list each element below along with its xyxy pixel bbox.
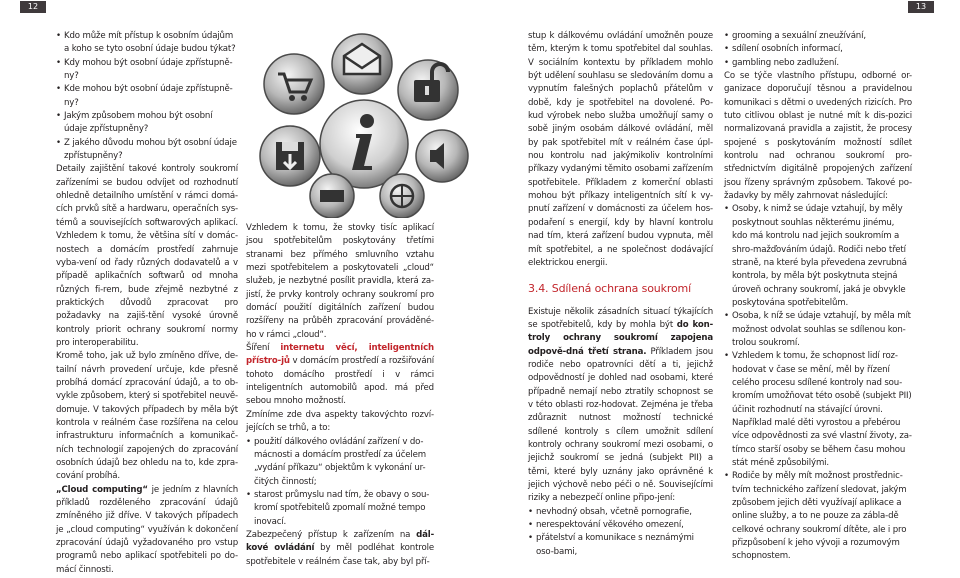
column-1 [56,30,238,577]
list-item: • přátelství a komunikace s neznámými oso-bami, [528,532,713,559]
shopping-cart-icon [264,54,324,114]
bold-term: „Cloud computing“ [56,484,148,495]
list-item: • Kdo může mít přístup k osobním údajům a koho se tyto osobní údaje budou týkat? [56,30,238,57]
page-number-left: 12 [20,1,46,13]
requirements-list [724,203,912,563]
paragraph-text: Příkladem jsou rodiče nebo opatrovníci dětí a ti, jejichž odpovědností je dohled nad osobami, které případně nemají nebo ztratily schopnost se v této oblasti roz-hodovat. Zejména je třeba zdůraznit nutnost možností technické sdílené kontroly s cílem umožnit sdílení kontroly ochrany soukromí mezi osobami, o jejichž soukromí se jedná (subjekt PII) a těmi, které byly uznány jako oprávněné k jejich výchově nebo péči o ně. Souvisejícími riziky a nebezpečí online připo-jení: [528,346,713,504]
paragraph: Detaily zajištění takové kontroly soukromí zařízeními se budou odvíjet od rozhodnutí ohledně detailního umístění v rámci domá-cích prvků sítě a hardwaru, operačních sys-témů a souvisejících softwarových aplikací. Vzhledem k tomu, že většina sítí v domác-nostech a domácím prostředí zahrnuje vyba-vení od řady různých dodavatelů a v případě aplikačních softwarů od mnoha různých fi-rem, bude zřejmě nezbytné z praktických důvodů zpracovat pro požadavky na zajiš-tění vysoké úrovně kontroly priorit ochrany soukromí normy pro interoperabilitu. [56,164,238,348]
speaker-icon [416,130,468,182]
paragraph [246,342,434,409]
column-3 [528,30,713,559]
paragraph-text: Zabezpečený přístup k zařízením na [246,529,417,540]
paragraph: Vzhledem k tomu, že stovky tisíc aplikací jsou spotřebitelům poskytovány třetími stranami bez přímého smluvního vztahu mezi spotřebitelem a poskytovateli „cloud“ služeb, je nezbytné posílit pravidla, která za-jistí, že prvky kontroly ochrany soukromí pro domácí použití digitálních zařízení budou rozšířeny na průběh zpracování prováděné-ho v rámci „cloud“. [246,223,434,340]
paragraph-text: je jedním z hlavních příkladů rozděleného zpracování údajů zmíněného již dříve. V takových případech je „cloud computing“ využíván k dokončení zpracování údajů vyžadovaného pro vstup programů nebo aplikací spotřebiteli po do-mácí činnosti. [56,484,238,575]
list-item: • Osoby, k nimž se údaje vztahují, by měly poskytnout souhlas některému jinému, kdo má kontrolu nad jejich soukromím a shro-mažďováním údajů. Rodiči nebo třetí straně, na které byla převedena zevrubná kontrola, by měla být poskytnuta stejná úroveň ochrany soukromí, jaká je obvykle poskytována spotřebitelům. [724,203,912,310]
list-item: • nevhodný obsah, včetně pornografie, [528,506,713,519]
bold-term: dál-kové ovládání [246,529,434,554]
list-item: • Rodiče by měly mít možnost prostřednic-tvím technického zařízení sledovat, jakým způsobem jejich děti využívají aplikace a online služby, a to ne pouze za zábla-dě celkové ochrany soukromí dítěte, ale i pro přizpůsobení k jeho vývoji a rozumovým schopnostem. [724,470,912,563]
paragraph [528,306,713,506]
list-item: • grooming a sexuální zneužívání, [724,30,912,43]
padlock-icon [398,60,458,120]
list-item: • Vzhledem k tomu, že schopnost lidí roz-hodovat v čase se mění, měl by řízení celého procesu sdílené kontroly nad sou-kromím umožňovat této osobě (subjekt PII) účinit rozhodnutí na stávající úrovni. Například malé děti vyrostou a přebérou více odpovědnosti za své vlastní životy, za-tímco starší osoby se během času mohou stát méně způsobilými. [724,350,912,470]
paragraph [56,484,238,577]
risk-list [528,506,713,559]
list-item: • použití dálkového ovládání zařízení v do-mácnosti a domácím prostředí za účelem „vydání příkazu“ objektům k vykonání ur-čitých činností; [246,436,434,489]
list-item: • Z jakého důvodu mohou být osobní údaje zpřístupněny? [56,137,238,164]
paragraph-text: Existuje několik zásadních situací týkajících se spotřebitelů, kdy by mohla být [528,306,713,330]
paragraph-text: by měl podléhat kontrole spotřebitele v reálném čase tak, aby byl pří- [246,543,434,567]
list-item: • Kde mohou být osobní údaje zpřístupně-ny? [56,83,238,110]
save-disk-icon [260,126,320,186]
aspect-list [246,436,434,529]
column-2 [246,222,434,569]
list-item: • starost průmyslu nad tím, že obavy o sou-kromí spotřebitelů zpomalí možné tempo inovací. [246,489,434,529]
paragraph-text: Šíření [246,343,281,354]
section-heading: 3.4. Sdílená ochrana soukromí [528,282,691,296]
envelope-icon [332,34,392,94]
column-4 [724,30,912,564]
bold-term: do kon-troly ochrany soukromí zapojena odpově-dná třetí strana. [528,319,713,357]
list-item: • Jakým způsobem mohou být osobní údaje zpřístupněny? [56,110,238,137]
list-item: • Kdy mohou být osobní údaje zpřístupně-ny? [56,57,238,84]
question-list [56,30,238,163]
mail-tray-icon [310,174,354,218]
page-number-right: 13 [908,1,934,13]
list-item: • gambling nebo zadlužení. [724,57,912,70]
list-item: • sdílení osobních informací, [724,43,912,56]
list-item: • Osoba, k níž se údaje vztahují, by měla mít možnost odvolat souhlas se sdílenou kon-trolou soukromí. [724,310,912,350]
paragraph: Co se týče vlastního přístupu, odborné or-ganizace doporučují těsnou a pravidelnou komunikaci s dětmi o uvedených rizicích. Pro tuto citlivou oblast je nutné mít k dis-pozici normalizovaná pravidla a zajistit, že procesy spojené s poskytováním možností sdílet kontrolu nad ochranou soukromí pro-střednictvím digitálně propojených zařízení jsou řízeny správným způsobem. Takové po-žadavky by měly zahrnovat následující: [724,71,912,202]
paragraph: Kromě toho, jak už bylo zmíněno dříve, de-tailní návrh provedení určuje, kde přesně probíhá domácí zpracování údajů, a to ob-vykle způsobem, který si spotřebitel neuvě-domuje. V takových případech by měla být kontrola v reálném čase rozšířena na celou infrastrukturu informačních a komunikač-ních technologií zapojených do zpracování osobních údajů bez ohledu na to, kde zpra-cování probíhá. [56,351,238,482]
globe-icon [380,174,424,218]
illustration-icon-cluster [246,32,472,218]
paragraph-text: v domácím prostředí a rozšiřování tohoto domácího prostředí i v rámci inteligentních automobilů apod. má před sebou mnoho možností. [246,356,434,407]
paragraph: Zmíníme zde dva aspekty takovýchto rozví-jejících se trhů, a to: [246,409,434,434]
paragraph [246,529,434,569]
header-bar [0,0,960,14]
paragraph: stup k dálkovému ovládání umožněn pouze těm, kterým k tomu spotřebitel dal souhlas. V sociálním kontextu by příkladem mohlo být udělení souhlasu se sledováním domu a vypnutím falešných poplachů přátelům v době, kdy je spotřebitel na dovolené. Po-kud výrobek nebo služba umožňují samy o sobě jiným osobám dálkové ovládání, měl by pak spotřebitel mít v reálném čase úpl-nou kontrolu nad jakýmikoliv kontrolními příkazy vydanými těmito osobami zařízením spotřebitele. Příkladem z komerční oblasti mohou být příkazy inteligentních sítí k vy-pnutí zařízení v domácnosti za účelem hos-podaření s energií, kdy by hlavní kontrolu nad tím, která zařízení budou vypnuta, měl mít spotřebitel, a ne společnost dodávající elektrickou energii. [528,31,713,268]
list-item: • nerespektování věkového omezení, [528,519,713,532]
risk-list-continued [724,30,912,70]
highlighted-term: internetu věcí, inteligentních přístro-jů [246,343,434,367]
